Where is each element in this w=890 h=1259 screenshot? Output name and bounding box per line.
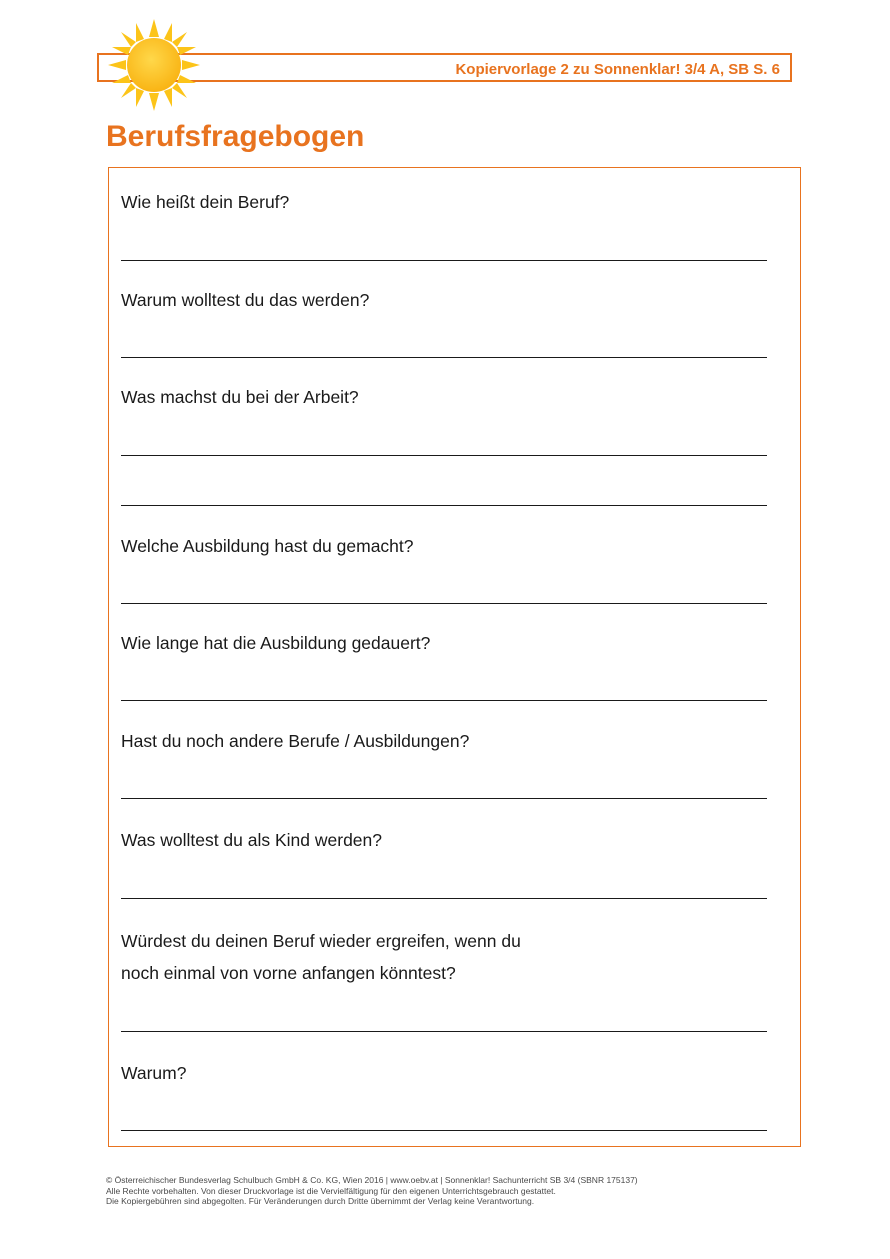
- answer-line-2[interactable]: [121, 357, 767, 358]
- sun-icon: [106, 17, 202, 113]
- question-1: Wie heißt dein Beruf?: [121, 192, 290, 212]
- question-3: Was machst du bei der Arbeit?: [121, 387, 359, 407]
- question-6: Hast du noch andere Berufe / Ausbildungen?: [121, 731, 470, 751]
- answer-line-1[interactable]: [121, 260, 767, 261]
- answer-line-7[interactable]: [121, 898, 767, 899]
- answer-line-8[interactable]: [121, 1031, 767, 1032]
- header-label: Kopiervorlage 2 zu Sonnenklar! 3/4 A, SB S. 6: [455, 61, 780, 78]
- footer-copyright: [106, 1175, 638, 1207]
- footer-line-2: Alle Rechte vorbehalten. Von dieser Druckvorlage ist die Vervielfältigung für den eigenen Unterrichtsgebrauch gestattet.: [106, 1185, 556, 1196]
- footer-line-3: Die Kopiergebühren sind abgegolten. Für Veränderungen durch Dritte übernimmt der Verlag keine Verantwortung.: [106, 1196, 535, 1206]
- footer-line-1: © Österreichischer Bundesverlag Schulbuch GmbH & Co. KG, Wien 2016 | www.oebv.at | Sonnenklar! Sachunterricht SB 3/4 (SBNR 175137): [106, 1175, 638, 1185]
- question-9: Warum?: [121, 1063, 187, 1083]
- answer-line-5[interactable]: [121, 700, 767, 701]
- question-8-line-1: Würdest du deinen Beruf wieder ergreifen, wenn du: [121, 931, 521, 951]
- question-2: Warum wolltest du das werden?: [121, 290, 370, 310]
- answer-line-9[interactable]: [121, 1130, 767, 1131]
- question-7: Was wolltest du als Kind werden?: [121, 830, 383, 850]
- page-title: Berufsfragebogen: [106, 120, 365, 153]
- question-4: Welche Ausbildung hast du gemacht?: [121, 536, 414, 556]
- answer-line-3a[interactable]: [121, 455, 767, 456]
- question-5: Wie lange hat die Ausbildung gedauert?: [121, 633, 431, 653]
- answer-line-3b[interactable]: [121, 505, 767, 506]
- answer-line-4[interactable]: [121, 603, 767, 604]
- question-8-line-2: noch einmal von vorne anfangen könntest?: [121, 963, 456, 983]
- answer-line-6[interactable]: [121, 798, 767, 799]
- questionnaire-frame: [108, 167, 801, 1147]
